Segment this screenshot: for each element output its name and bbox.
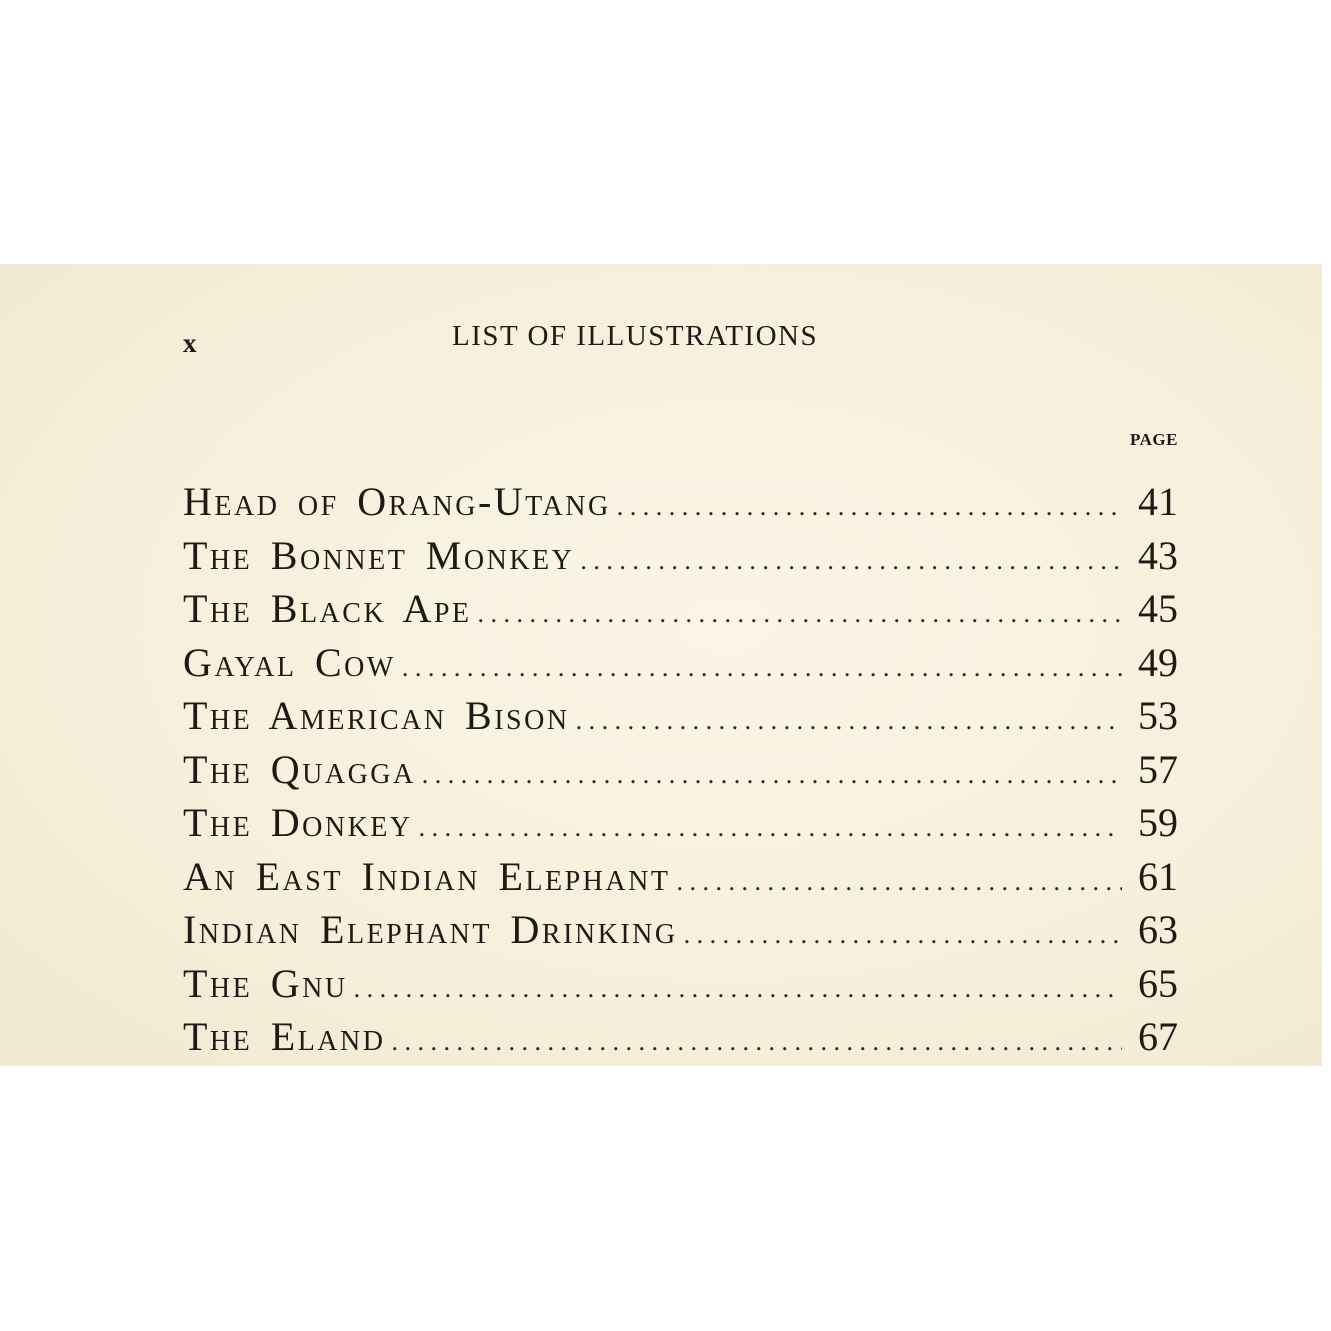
- list-item: [183, 906, 1178, 960]
- dot-leader: [576, 706, 1122, 736]
- entry-page: 67: [1138, 1014, 1178, 1059]
- folio-number: x: [183, 328, 198, 358]
- illustrations-list: [183, 478, 1178, 1067]
- entry-page: 41: [1138, 479, 1178, 524]
- entry-title: Head of Orang-Utang: [183, 479, 611, 524]
- list-item: [183, 639, 1178, 693]
- entry-page: 43: [1138, 532, 1178, 578]
- entry-title: The Quagga: [183, 746, 416, 792]
- entry-page: 53: [1138, 693, 1178, 738]
- list-item: [183, 746, 1178, 800]
- entry-title: Gayal Cow: [183, 639, 396, 685]
- list-item: [183, 478, 1178, 532]
- entry-title: The Gnu: [183, 960, 348, 1006]
- entry-page: 63: [1138, 907, 1178, 952]
- dot-leader: [419, 813, 1122, 843]
- entry-title: The Bonnet Monkey: [183, 532, 575, 578]
- entry-page: 45: [1138, 586, 1178, 631]
- dot-leader: [422, 760, 1122, 790]
- page-column-label: PAGE: [1130, 430, 1178, 449]
- dot-leader: [402, 653, 1122, 683]
- dot-leader: [580, 546, 1122, 576]
- entry-page: 65: [1138, 960, 1178, 1006]
- entry-title: The Black Ape: [183, 586, 472, 631]
- entry-page: 59: [1138, 800, 1178, 845]
- list-item: [183, 799, 1178, 853]
- entry-page: 49: [1138, 639, 1178, 685]
- entry-title: The Donkey: [183, 800, 413, 845]
- running-title: LIST OF ILLUSTRATIONS: [452, 320, 819, 352]
- dot-leader: [391, 1027, 1122, 1057]
- entry-title: An East Indian Elephant: [183, 853, 671, 899]
- list-item: [183, 585, 1178, 639]
- list-item: [183, 853, 1178, 907]
- entry-page: 57: [1138, 746, 1178, 792]
- dot-leader: [354, 974, 1122, 1004]
- dot-leader: [684, 920, 1122, 950]
- list-item: [183, 960, 1178, 1014]
- dot-leader: [676, 867, 1122, 897]
- entry-page: 61: [1138, 853, 1178, 899]
- list-item: [183, 532, 1178, 586]
- entry-title: The American Bison: [183, 693, 570, 738]
- book-page: [0, 264, 1322, 1066]
- list-item: [183, 692, 1178, 746]
- dot-leader: [478, 599, 1122, 629]
- entry-title: Indian Elephant Drinking: [183, 907, 678, 952]
- dot-leader: [617, 492, 1122, 522]
- list-item: [183, 1013, 1178, 1067]
- entry-title: The Eland: [183, 1014, 386, 1059]
